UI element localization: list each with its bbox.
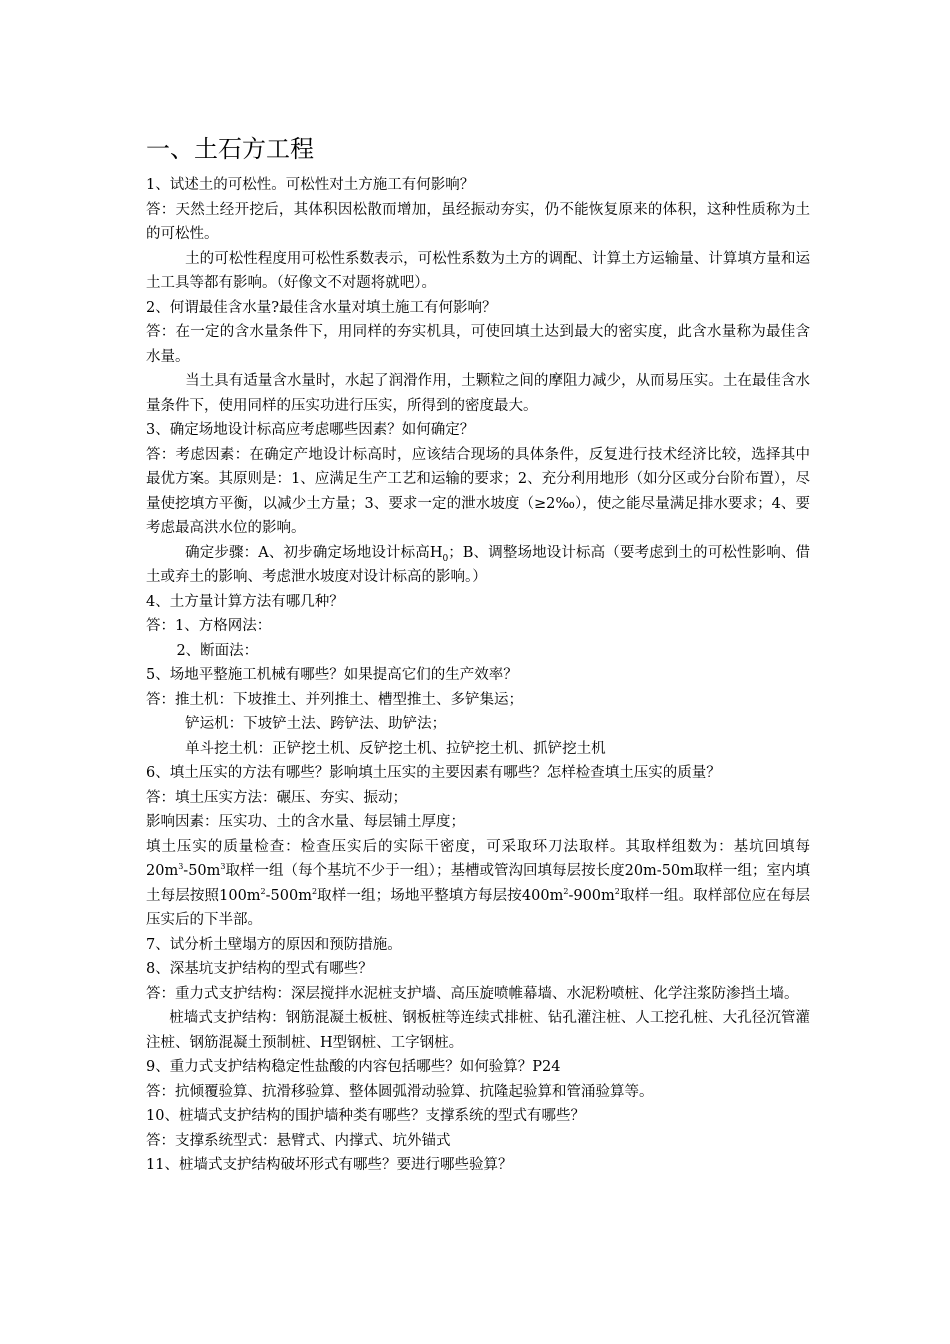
answer-4-line-1: 答：1、方格网法： bbox=[146, 618, 272, 634]
answer-2-para-2: 当土具有适量含水量时，水起了润滑作用，土颗粒之间的摩阻力减少，从而易压实。土在最佳含水量条件下，使用同样的压实功进行压实，所得到的密度最大。 bbox=[146, 373, 810, 414]
question-11: 11、桩墙式支护结构破坏形式有哪些？要进行哪些验算？ bbox=[146, 1157, 513, 1173]
answer-1-para-1: 答：天然土经开挖后，其体积因松散而增加，虽经振动夯实，仍不能恢复原来的体积，这种性质称为土的可松性。 bbox=[146, 201, 810, 242]
answer-4-line-2: 2、断面法： bbox=[176, 642, 259, 659]
answer-8-para-1: 答：重力式支护结构：深层搅拌水泥桩支护墙、高压旋喷帷幕墙、水泥粉喷桩、化学注浆防渗挡土墙。 bbox=[146, 985, 799, 1002]
question-10: 10、桩墙式支护结构的围护墙种类有哪些？支撑系统的型式有哪些？ bbox=[146, 1108, 585, 1124]
answer-6-text-5: 取样一组；场地平整填方每层按400m bbox=[317, 887, 564, 904]
question-9: 9、重力式支护结构稳定性盐酸的内容包括哪些？如何验算？P24 bbox=[146, 1059, 561, 1075]
question-7: 7、试分析土壁塌方的原因和预防措施。 bbox=[146, 936, 402, 953]
answer-6-text-2: -50m bbox=[183, 863, 221, 879]
answer-9: 答：抗倾覆验算、抗滑移验算、整体圆弧滑动验算、抗隆起验算和管涌验算等。 bbox=[146, 1083, 654, 1100]
answer-6-text-4: -500m bbox=[265, 887, 312, 904]
answer-8-para-2: 桩墙式支护结构：钢筋混凝土板桩、钢板桩等连续式排桩、钻孔灌注桩、人工挖孔桩、大孔径沉管灌注桩、钢筋混凝土预制桩、H型钢桩、工字钢桩。 bbox=[146, 1010, 810, 1051]
question-6: 6、填土压实的方法有哪些？影响填土压实的主要因素有哪些？怎样检查填土压实的质量？ bbox=[146, 765, 721, 781]
superscript: 2 bbox=[563, 886, 569, 896]
question-8: 8、深基坑支护结构的型式有哪些？ bbox=[146, 961, 373, 977]
answer-3-subscript: 0 bbox=[442, 553, 449, 564]
superscript: 3 bbox=[178, 862, 184, 872]
question-1: 1、试述土的可松性。可松性对土方施工有何影响？ bbox=[146, 177, 475, 193]
answer-3-para-1: 答：考虑因素：在确定产地设计标高时，应该结合现场的具体条件，反复进行技术经济比较，选择其中最优方案。其原则是：1、应满足生产工艺和运输的要求；2、充分利用地形（如分区或分台阶布置），尽量使挖填方平衡，以减少土方量；3、要求一定的泄水坡度（≥2‰），使之能尽量满足排水要求；4、要考虑最高洪水位的影响。 bbox=[146, 446, 810, 536]
superscript: 2 bbox=[614, 886, 620, 896]
answer-10: 答：支撑系统型式：悬臂式、内撑式、坑外锚式 bbox=[146, 1132, 451, 1149]
answer-6-line-2: 影响因素：压实功、土的含水量、每层铺土厚度； bbox=[146, 814, 465, 830]
question-2: 2、何谓最佳含水量?最佳含水量对填土施工有何影响？ bbox=[146, 299, 497, 316]
answer-5-line-3: 单斗挖土机：正铲挖土机、反铲挖土机、拉铲挖土机、抓铲挖土机 bbox=[185, 740, 606, 757]
answer-3-para-2-pre: 确定步骤：A、初步确定场地设计标高H bbox=[185, 544, 443, 561]
answer-6-text-3: 取样一组（每个基坑不少于一组）；基槽或管沟回填每层按长度20m-50m取样一组；室内填土每层按照100m bbox=[146, 863, 810, 904]
answer-3-para-2 bbox=[146, 541, 810, 590]
answer-6-text-6: -900m bbox=[568, 887, 615, 904]
answer-5-line-2: 铲运机：下坡铲土法、跨铲法、助铲法； bbox=[185, 716, 447, 732]
answer-6-text-7: 取样一组。取样部位应在每层压实后的下半部。 bbox=[146, 887, 810, 928]
answer-6-para-3 bbox=[146, 835, 810, 933]
superscript: 2 bbox=[311, 886, 318, 896]
section-title: 一、土石方工程 bbox=[146, 135, 314, 163]
superscript: 3 bbox=[220, 862, 226, 872]
superscript: 2 bbox=[260, 886, 266, 896]
answer-6-line-1: 答：填土压实方法：碾压、夯实、振动； bbox=[146, 789, 407, 806]
answer-6-text-1: 填土压实的质量检查：检查压实后的实际干密度，可采取环刀法取样。其取样组数为：基坑回填每20m bbox=[146, 838, 810, 879]
question-4: 4、土方量计算方法有哪几种？ bbox=[146, 593, 344, 610]
question-5: 5、场地平整施工机械有哪些？如果提高它们的生产效率？ bbox=[146, 667, 518, 683]
answer-3-para-2-post: ；B、调整场地设计标高（要考虑到土的可松性影响、借土或弃土的影响、考虑泄水坡度对设计标高的影响。） bbox=[146, 544, 810, 585]
answer-5-line-1: 答：推土机：下坡推土、并列推土、槽型推土、多铲集运； bbox=[146, 691, 523, 708]
question-3: 3、确定场地设计标高应考虑哪些因素？如何确定？ bbox=[146, 422, 475, 438]
document-page bbox=[146, 131, 810, 1178]
answer-1-para-2: 土的可松性程度用可松性系数表示，可松性系数为土方的调配、计算土方运输量、计算填方量和运土工具等都有影响。（好像文不对题将就吧）。 bbox=[146, 250, 810, 291]
answer-2-para-1: 答：在一定的含水量条件下，用同样的夯实机具，可使回填土达到最大的密实度，此含水量称为最佳含水量。 bbox=[146, 324, 810, 365]
